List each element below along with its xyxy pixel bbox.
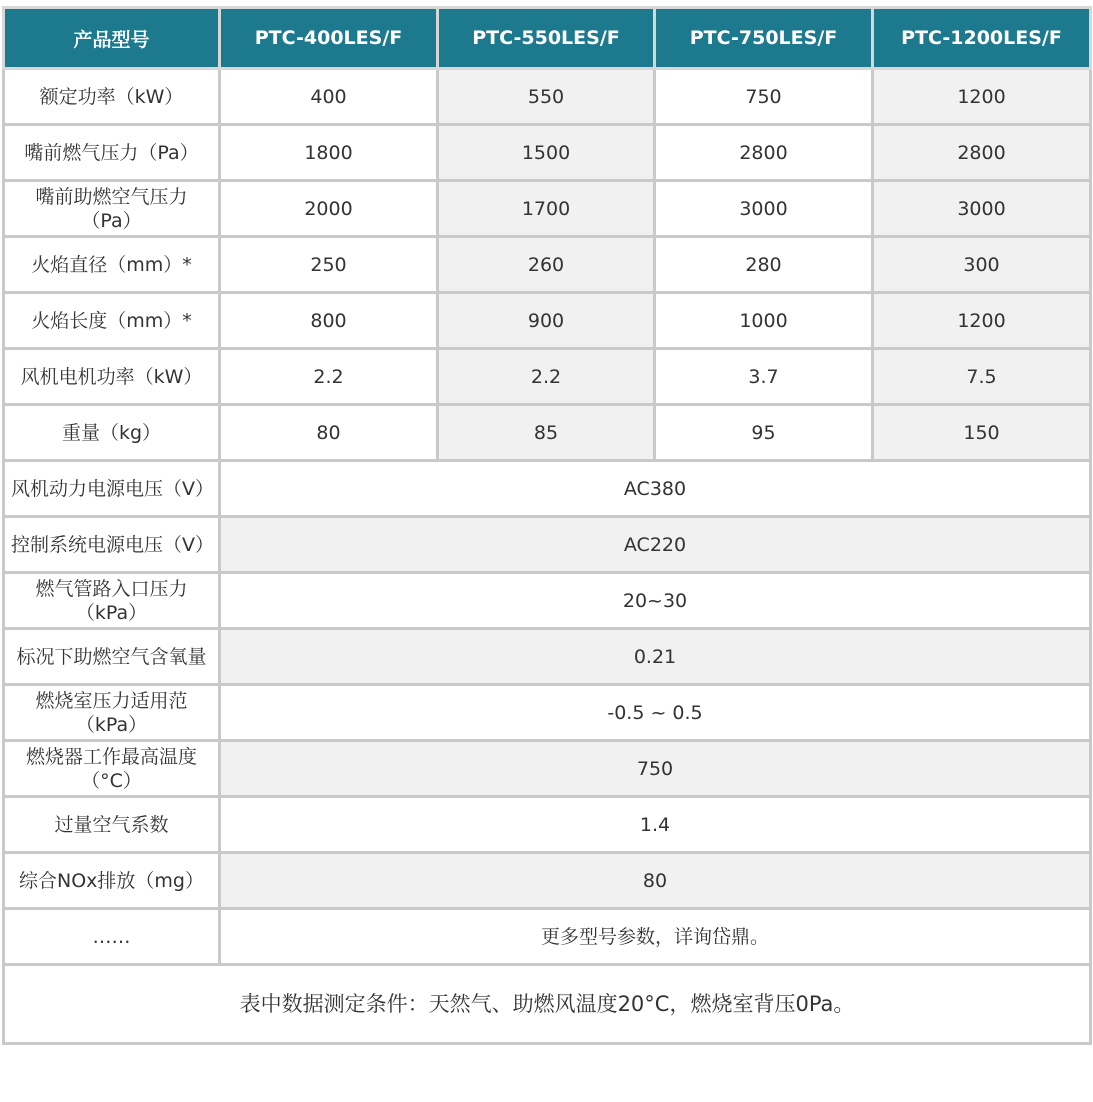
row-label: 风机电机功率（kW）: [4, 349, 220, 405]
cell-value: 2800: [655, 125, 873, 181]
table-row: [4, 237, 1091, 293]
row-label: 嘴前助燃空气压力（Pa）: [4, 181, 220, 237]
cell-value: 900: [438, 293, 655, 349]
table-row: [4, 69, 1091, 125]
row-label: 嘴前燃气压力（Pa）: [4, 125, 220, 181]
cell-value: 300: [873, 237, 1091, 293]
cell-value: 400: [220, 69, 438, 125]
cell-value: 2.2: [438, 349, 655, 405]
cell-value: 1.4: [220, 797, 1091, 853]
cell-value: AC220: [220, 517, 1091, 573]
table-row: [4, 405, 1091, 461]
cell-value: 80: [220, 853, 1091, 909]
cell-value: 800: [220, 293, 438, 349]
cell-value: 3.7: [655, 349, 873, 405]
row-label: 综合NOx排放（mg）: [4, 853, 220, 909]
table-row: [4, 573, 1091, 629]
row-label: 重量（kg）: [4, 405, 220, 461]
row-label: 燃气管路入口压力（kPa）: [4, 573, 220, 629]
table-row: [4, 517, 1091, 573]
cell-value: 85: [438, 405, 655, 461]
row-label: 控制系统电源电压（V）: [4, 517, 220, 573]
table-row: [4, 293, 1091, 349]
row-label: 过量空气系数: [4, 797, 220, 853]
header-row: [4, 8, 1091, 69]
header-ptc-750: PTC-750LES/F: [655, 8, 873, 69]
header-ptc-550: PTC-550LES/F: [438, 8, 655, 69]
row-label: 火焰直径（mm）*: [4, 237, 220, 293]
cell-value: 550: [438, 69, 655, 125]
cell-value: 7.5: [873, 349, 1091, 405]
cell-value: 95: [655, 405, 873, 461]
cell-value: 3000: [873, 181, 1091, 237]
table-row: [4, 125, 1091, 181]
header-model-label: 产品型号: [4, 8, 220, 69]
cell-value: 280: [655, 237, 873, 293]
table-row: [4, 909, 1091, 965]
spec-table: [2, 6, 1092, 1045]
cell-value: 1000: [655, 293, 873, 349]
table-row: [4, 629, 1091, 685]
cell-value: 750: [220, 741, 1091, 797]
row-label: 燃烧器工作最高温度（°C）: [4, 741, 220, 797]
cell-value: 20~30: [220, 573, 1091, 629]
row-label: 标况下助燃空气含氧量: [4, 629, 220, 685]
cell-value: 250: [220, 237, 438, 293]
cell-value: AC380: [220, 461, 1091, 517]
cell-value: 750: [655, 69, 873, 125]
header-ptc-1200: PTC-1200LES/F: [873, 8, 1091, 69]
more-models-note: 更多型号参数，详询岱鼎。: [220, 909, 1091, 965]
cell-value: 1500: [438, 125, 655, 181]
row-label: 风机动力电源电压（V）: [4, 461, 220, 517]
cell-value: 80: [220, 405, 438, 461]
cell-value: 1200: [873, 69, 1091, 125]
cell-value: 2000: [220, 181, 438, 237]
table-row: [4, 349, 1091, 405]
cell-value: 1700: [438, 181, 655, 237]
table-row: [4, 461, 1091, 517]
row-label: 额定功率（kW）: [4, 69, 220, 125]
header-ptc-400: PTC-400LES/F: [220, 8, 438, 69]
row-label-ellipsis: ……: [4, 909, 220, 965]
table-row: [4, 853, 1091, 909]
cell-value: 260: [438, 237, 655, 293]
footnote: 表中数据测定条件：天然气、助燃风温度20°C，燃烧室背压0Pa。: [4, 965, 1091, 1044]
row-label: 燃烧室压力适用范（kPa）: [4, 685, 220, 741]
cell-value: 2.2: [220, 349, 438, 405]
cell-value: 1800: [220, 125, 438, 181]
row-label: 火焰长度（mm）*: [4, 293, 220, 349]
cell-value: 3000: [655, 181, 873, 237]
table-row: [4, 797, 1091, 853]
cell-value: 150: [873, 405, 1091, 461]
table-row: [4, 741, 1091, 797]
table-row: [4, 685, 1091, 741]
table-row: [4, 181, 1091, 237]
cell-value: 0.21: [220, 629, 1091, 685]
cell-value: 1200: [873, 293, 1091, 349]
footnote-row: [4, 965, 1091, 1044]
cell-value: 2800: [873, 125, 1091, 181]
cell-value: -0.5 ~ 0.5: [220, 685, 1091, 741]
